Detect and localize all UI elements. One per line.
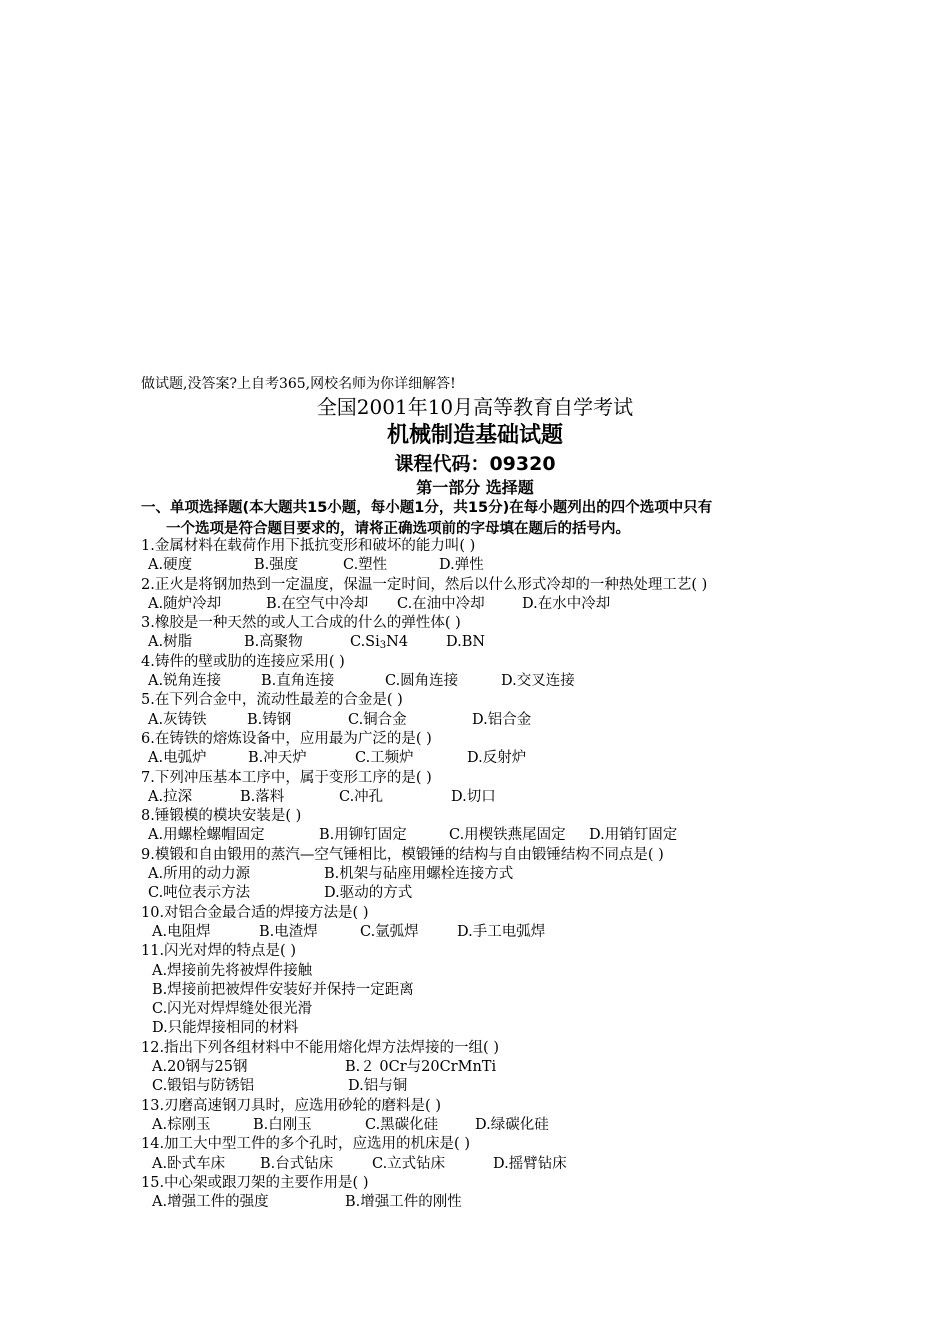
option-d: D.手工电弧焊 (457, 923, 546, 940)
option-d: D.绿碳化硅 (475, 1116, 549, 1133)
option-d: D.铝合金 (472, 711, 532, 728)
option-b: B.落料 (240, 788, 285, 805)
option-b: B.机架与砧座用螺栓连接方式 (324, 866, 514, 883)
option-c: C.黑碳化硅 (365, 1116, 439, 1133)
question-options (141, 1116, 841, 1135)
option-d: D.只能焊接相同的材料 (152, 1020, 299, 1037)
question-options (141, 923, 841, 942)
question-stem: 9.模锻和自由锻用的蒸汽—空气锤相比，模锻锤的结构与自由锻锤结构不同点是( ) (141, 846, 664, 863)
option-c: C.立式钻床 (372, 1155, 446, 1172)
question-options (141, 749, 841, 768)
question-options (141, 1077, 841, 1096)
question-stem: 14.加工大中型工件的多个孔时，应选用的机床是( ) (141, 1136, 470, 1153)
option-b: B.增强工件的刚性 (345, 1194, 462, 1211)
option-a: A.拉深 (148, 788, 193, 805)
question-options (141, 1058, 841, 1077)
question-stem: 8.锤锻模的模块安装是( ) (141, 808, 302, 825)
question-list (141, 537, 841, 1212)
option-b: B.在空气中冷却 (266, 595, 369, 612)
option-a: A.树脂 (148, 634, 193, 651)
option-b: B.高聚物 (244, 634, 303, 651)
question-stem: 1.金属材料在载荷作用下抵抗变形和破坏的能力叫( ) (141, 538, 476, 554)
option-c: C.塑性 (343, 557, 388, 574)
option-a: A.20钢与25钢 (152, 1059, 248, 1076)
instructions-line-2: 一个选项是符合题目要求的，请将正确选项前的字母填在题后的括号内。 (166, 521, 630, 537)
question-options (141, 788, 841, 807)
question-options (141, 595, 841, 614)
option-b: B.直角连接 (261, 673, 335, 690)
option-b: B.２ 0Cr与20CrMnTi (345, 1059, 497, 1076)
option-c: C.吨位表示方法 (148, 885, 251, 902)
question-stem: 11.闪光对焊的特点是( ) (141, 943, 296, 960)
instructions-line-1: 一、单项选择题(本大题共15小题，每小题1分，共15分)在每小题列出的四个选项中只有 (141, 500, 713, 516)
question-stem: 10.对铝合金最合适的焊接方法是( ) (141, 904, 369, 921)
option-a: A.硬度 (148, 557, 193, 574)
question-options (141, 633, 841, 652)
option-b: B.强度 (254, 557, 299, 574)
option-d: D.铝与铜 (348, 1078, 408, 1095)
paper-title: 机械制造基础试题 (386, 423, 563, 448)
option-a: A.灰铸铁 (148, 711, 207, 728)
question-stem: 7.下列冲压基本工序中，属于变形工序的是( ) (141, 769, 432, 786)
question-options (141, 711, 841, 730)
option-c: C.闪光对焊焊缝处很光滑 (152, 1001, 313, 1018)
option-a: A.棕刚玉 (152, 1116, 211, 1133)
option-a: A.所用的动力源 (148, 866, 251, 883)
option-d: D.驱动的方式 (324, 885, 413, 902)
option-b: B.台式钻床 (260, 1155, 334, 1172)
question-options (141, 1155, 841, 1174)
option-c: C.锻铝与防锈铝 (152, 1078, 255, 1095)
option-a: A.电弧炉 (148, 750, 207, 767)
option-d: D.在水中冷却 (522, 595, 611, 612)
option-d: D.用销钉固定 (589, 827, 678, 844)
question-options (141, 865, 841, 884)
option-c: C.圆角连接 (385, 673, 459, 690)
part-title: 第一部分 选择题 (416, 478, 534, 497)
option-a: A.随炉冷却 (148, 595, 222, 612)
option-a: A.电阻焊 (152, 923, 211, 940)
question-options (141, 1193, 841, 1212)
option-b: B.冲天炉 (248, 750, 307, 767)
option-d: D.摇臂钻床 (493, 1155, 567, 1172)
option-b: B.焊接前把被焊件安装好并保持一定距离 (152, 981, 414, 998)
question-stem: 12.指出下列各组材料中不能用熔化焊方法焊接的一组( ) (141, 1039, 499, 1056)
option-a: A.锐角连接 (148, 673, 222, 690)
question-options (141, 826, 841, 845)
option-c: C.铜合金 (348, 711, 407, 728)
question-options (141, 884, 841, 903)
option-d: D.交叉连接 (501, 673, 575, 690)
option-b: B.铸钢 (247, 711, 292, 728)
question-options (141, 672, 841, 691)
option-b: B.电渣焊 (259, 923, 318, 940)
option-d: D.反射炉 (467, 750, 527, 767)
question-stem: 13.刃磨高速钢刀具时，应选用砂轮的磨料是( ) (141, 1097, 441, 1114)
option-a: A.用螺栓螺帽固定 (148, 827, 265, 844)
course-code: 课程代码：09320 (394, 453, 556, 475)
question-options (141, 556, 841, 575)
question-stem: 4.铸件的壁或肋的连接应采用( ) (141, 653, 345, 670)
option-b: B.用铆钉固定 (319, 827, 407, 844)
option-d: D.切口 (451, 788, 496, 805)
question-stem: 6.在铸铁的熔炼设备中，应用最为广泛的是( ) (141, 730, 432, 747)
option-a: A.焊接前先将被焊件接触 (152, 962, 313, 979)
question-stem: 5.在下列合金中，流动性最差的合金是( ) (141, 692, 403, 709)
option-c: C.工频炉 (355, 750, 414, 767)
option-b: B.白刚玉 (253, 1116, 312, 1133)
promo-notice: 做试题,没答案?上自考365,网校名师为你详细解答! (141, 376, 456, 392)
option-c: C.用楔铁燕尾固定 (449, 827, 566, 844)
option-d: D.弹性 (439, 557, 484, 574)
option-a: A.卧式车床 (152, 1155, 226, 1172)
question-stem: 2.正火是将钢加热到一定温度，保温一定时间，然后以什么形式冷却的一种热处理工艺( ) (141, 576, 708, 593)
section-instructions (141, 498, 841, 540)
option-c: $C.Si_3N4$ (350, 634, 409, 652)
option-d: D.BN (446, 634, 486, 651)
option-c: C.氩弧焊 (360, 923, 419, 940)
exam-title: 全国2001年10月高等教育自学考试 (316, 395, 634, 419)
option-c: C.在油中冷却 (397, 595, 485, 612)
question-stem: 3.橡胶是一种天然的或人工合成的什么的弹性体( ) (141, 615, 461, 632)
option-a: A.增强工件的强度 (152, 1194, 269, 1211)
option-c: C.冲孔 (339, 788, 384, 805)
question-stem: 15.中心架或跟刀架的主要作用是( ) (141, 1174, 369, 1191)
